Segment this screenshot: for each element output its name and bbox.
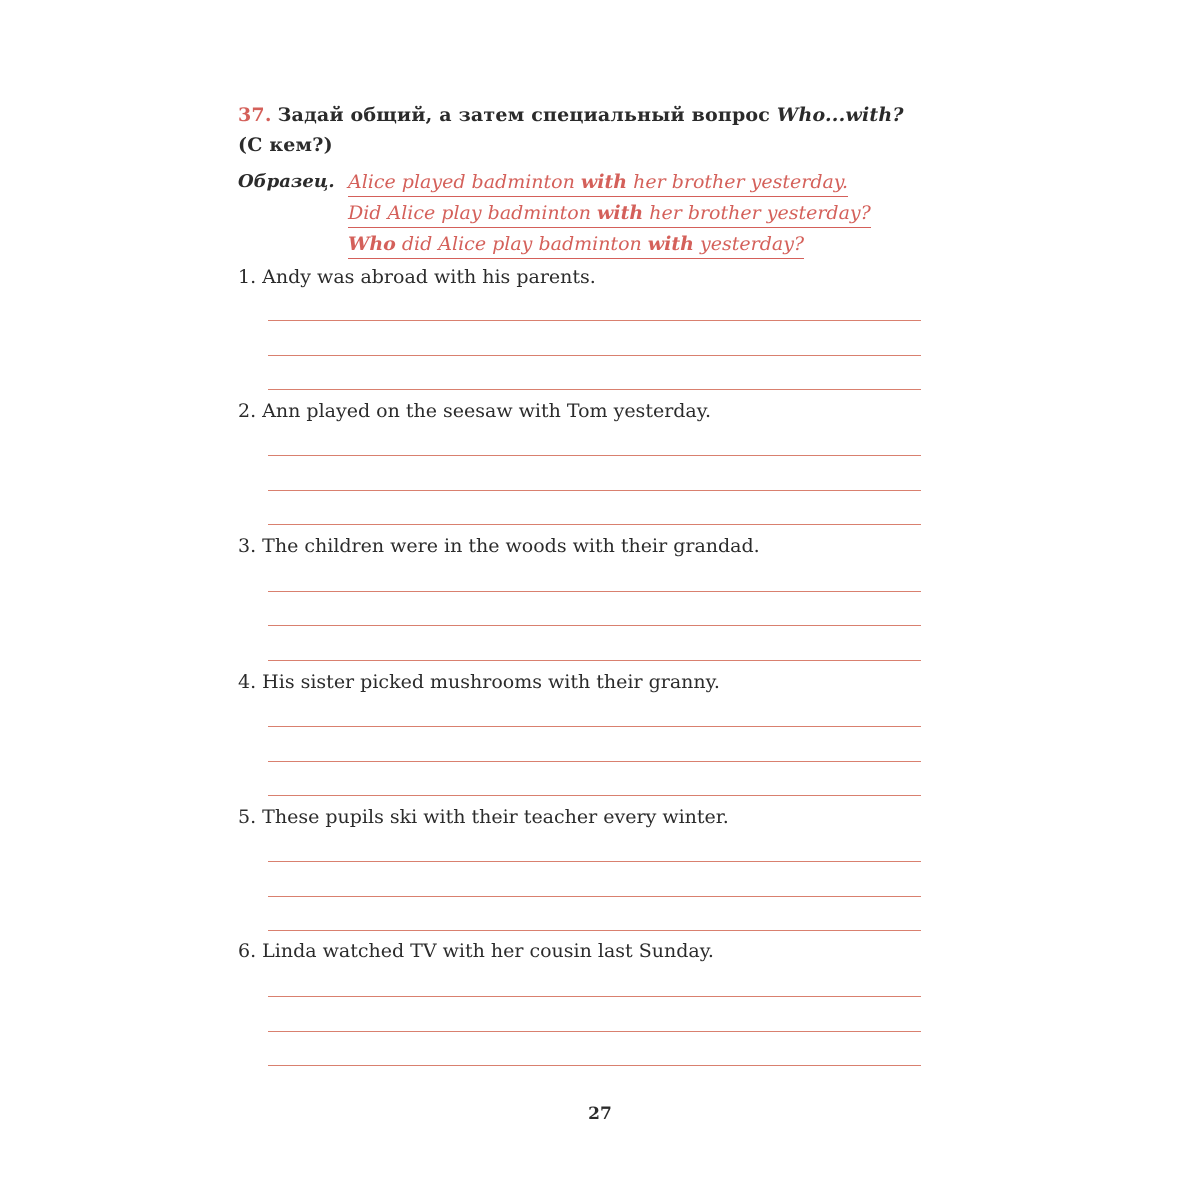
exercise-sentence: 4. His sister picked mushrooms with their granny.: [238, 671, 720, 693]
sample-text: yesterday?: [693, 233, 805, 255]
answer-line[interactable]: [268, 761, 921, 762]
sample-emphasis: with: [597, 202, 644, 224]
task-instruction: Задай общий, а затем специальный вопрос: [277, 104, 771, 126]
answer-line[interactable]: [268, 389, 921, 390]
answer-line[interactable]: [268, 861, 921, 862]
sample-text: Alice played badminton: [348, 171, 581, 193]
answer-line[interactable]: [268, 320, 921, 321]
answer-line[interactable]: [268, 896, 921, 897]
exercise-sentence: 6. Linda watched TV with her cousin last Sunday.: [238, 940, 714, 962]
exercise-sentence: 3. The children were in the woods with their grandad.: [238, 535, 760, 557]
answer-line[interactable]: [268, 1031, 921, 1032]
sample-text: did Alice play badminton: [395, 233, 648, 255]
answer-line[interactable]: [268, 524, 921, 525]
answer-line[interactable]: [268, 795, 921, 796]
answer-line[interactable]: [268, 455, 921, 456]
sample-text: her brother yesterday?: [643, 202, 871, 224]
exercise-sentence: 2. Ann played on the seesaw with Tom yesterday.: [238, 400, 712, 422]
task-question-word: Who...with?: [776, 104, 904, 126]
task-heading: [238, 100, 928, 160]
task-number: 37.: [238, 104, 272, 126]
sample-text: Did Alice play badminton: [348, 202, 597, 224]
exercise-sentence: 5. These pupils ski with their teacher every winter.: [238, 806, 729, 828]
answer-line[interactable]: [268, 1065, 921, 1066]
answer-line[interactable]: [268, 490, 921, 491]
answer-line[interactable]: [268, 726, 921, 727]
answer-line[interactable]: [268, 996, 921, 997]
sample-line-statement: [348, 168, 848, 197]
sample-label: Образец.: [238, 171, 335, 192]
answer-line[interactable]: [268, 930, 921, 931]
answer-line[interactable]: [268, 660, 921, 661]
answer-line[interactable]: [268, 591, 921, 592]
exercise-sentence: 1. Andy was abroad with his parents.: [238, 266, 596, 288]
page-number: 27: [588, 1104, 612, 1124]
sample-emphasis: Who: [348, 233, 396, 255]
sample-line-special-question: [348, 230, 804, 259]
answer-line[interactable]: [268, 625, 921, 626]
answer-line[interactable]: [268, 355, 921, 356]
sample-emphasis: with: [647, 233, 694, 255]
sample-line-general-question: [348, 199, 871, 228]
sample-emphasis: with: [580, 171, 628, 193]
sample-text: her brother yesterday.: [627, 171, 849, 193]
task-translation: (С кем?): [238, 134, 333, 156]
